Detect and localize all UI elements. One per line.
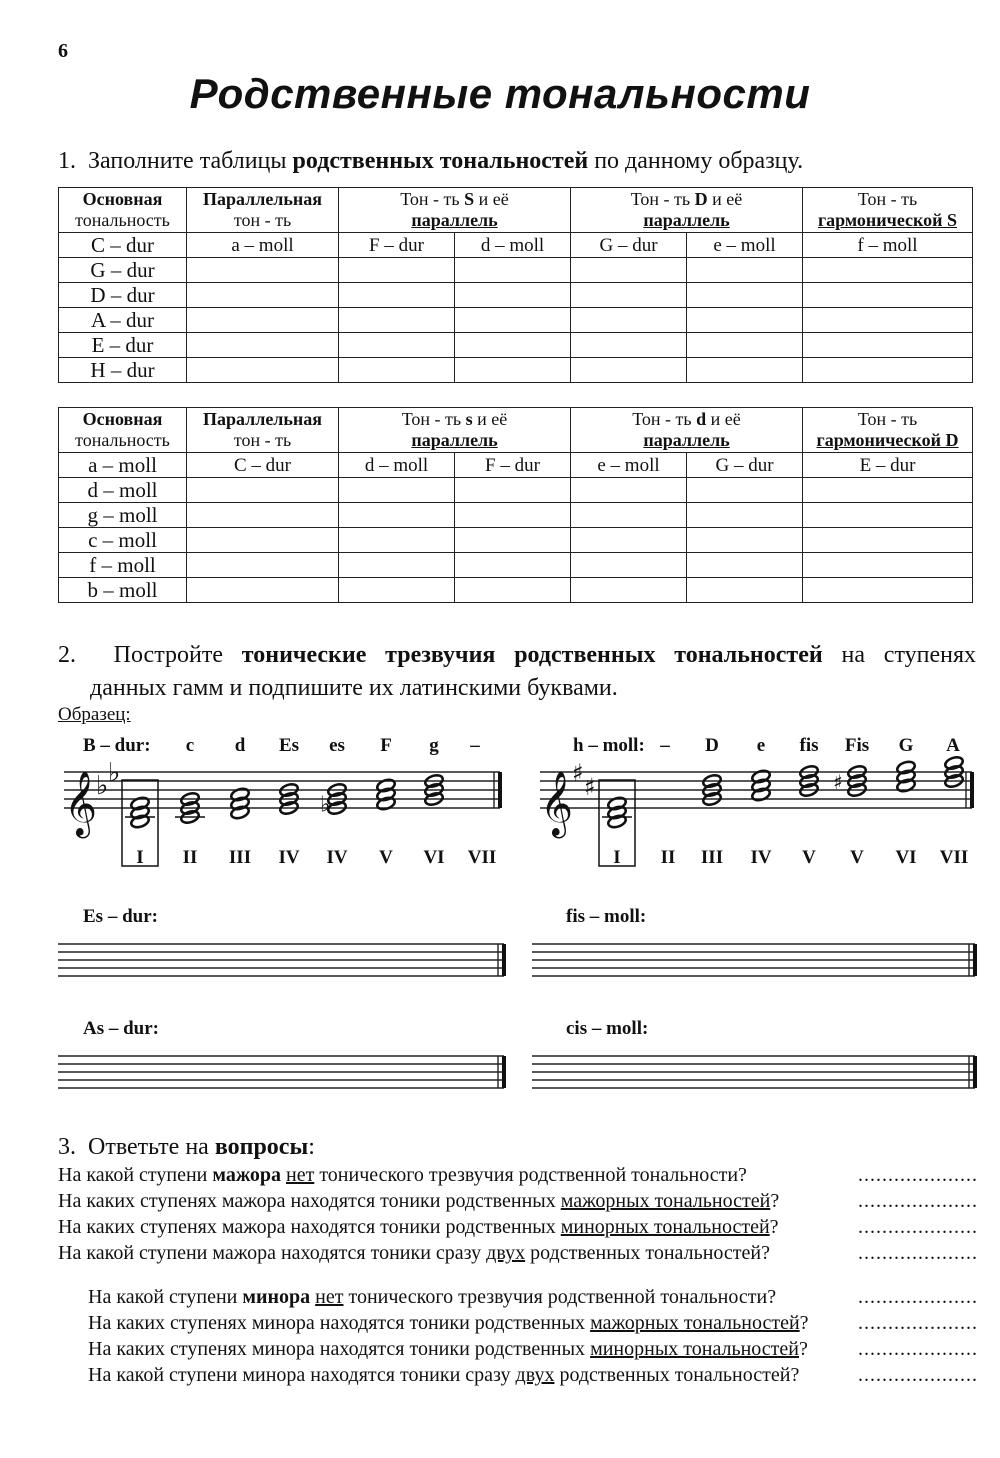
sharp-icon: ♯ [584, 773, 596, 801]
question-underlined: двух [486, 1242, 526, 1264]
page-number: 6 [58, 40, 68, 62]
key-cell: A – dur [59, 308, 187, 333]
chord-name: e [756, 735, 766, 756]
answer-cell: e – moll [687, 233, 803, 258]
key-cell: g – moll [59, 503, 187, 528]
answer-cell: d – moll [455, 233, 571, 258]
chord-name: I [613, 847, 621, 868]
key-cell: b – moll [59, 578, 187, 603]
task3-heading: 3. Ответьте на вопросы: [58, 1134, 315, 1160]
chord-name: A [946, 735, 960, 756]
answer-cell: f – moll [803, 233, 973, 258]
task2-heading: 2. Постройте тонические трезвучия родственных тональностей на ступенях [58, 642, 977, 668]
answer-cell: e – moll [571, 453, 687, 478]
key-cell: c – moll [59, 528, 187, 553]
key-cell: H – dur [59, 358, 187, 383]
question-underlined: мажорных тональностей [590, 1312, 800, 1334]
chord-name: V [802, 847, 816, 868]
chord-name: IV [326, 847, 348, 868]
question-row [88, 1362, 978, 1388]
key-cell: G – dur [59, 258, 187, 283]
questions-minor [88, 1284, 978, 1388]
question-text: На каких ступенях мажора находятся тоники родственных [58, 1216, 561, 1238]
header-parallel: Параллельная тон - ть [187, 188, 339, 233]
question-text: тонического трезвучия родственной тональности? [314, 1164, 747, 1186]
page-title: Родственные тональности [189, 70, 811, 117]
exercise-label: Es – dur: [83, 906, 158, 927]
header-main-key: Основная тональность [59, 188, 187, 233]
sample-label: Образец: [58, 704, 131, 725]
question-text: родственных тональностей? [554, 1364, 800, 1386]
chord-name: es [329, 735, 345, 756]
answer-cell: F – dur [455, 453, 571, 478]
answer-cell: F – dur [339, 233, 455, 258]
question-underlined: минорных тональностей [590, 1338, 799, 1360]
chord-name: II [660, 847, 676, 868]
header-main-key: Основная тональность [59, 408, 187, 453]
question-bold: мажора [212, 1164, 281, 1186]
key-cell: f – moll [59, 553, 187, 578]
minor-example-key: h – moll: [573, 735, 645, 756]
answer-cell: C – dur [187, 453, 339, 478]
chord-name: V [379, 847, 393, 868]
answer-blank[interactable]: .................... [858, 1338, 978, 1360]
question-row [88, 1310, 978, 1336]
question-text: На какой ступени мажора находятся тоники сразу [58, 1242, 487, 1264]
answer-blank[interactable]: .................... [858, 1190, 978, 1212]
question-bold: минора [242, 1286, 311, 1308]
question-row [58, 1240, 978, 1266]
question-row [58, 1162, 978, 1188]
answer-cell: E – dur [803, 453, 973, 478]
question-text: ? [770, 1190, 780, 1212]
chord-name: VII [467, 847, 497, 868]
chord-name: III [700, 847, 724, 868]
question-text: родственных тональностей? [525, 1242, 770, 1264]
questions-major [58, 1162, 978, 1266]
exercise-label: fis – moll: [566, 906, 647, 927]
question-underlined: мажорных тональностей [560, 1190, 771, 1212]
answer-blank[interactable]: .................... [858, 1312, 978, 1334]
header-harmonic: Тон - ть гармонической D [803, 408, 973, 453]
key-cell: a – moll [59, 453, 187, 478]
question-text: ? [769, 1216, 779, 1238]
chord-name: Fis [844, 735, 870, 756]
flat-icon: ♭ [320, 792, 331, 818]
answer-blank[interactable]: .................... [858, 1364, 978, 1386]
answer-blank[interactable]: .................... [858, 1216, 978, 1238]
question-row [58, 1188, 978, 1214]
question-row [58, 1214, 978, 1240]
answer-cell: G – dur [571, 233, 687, 258]
chord-name: IV [278, 847, 300, 868]
header-dominant: Тон - ть d и её параллель [571, 408, 803, 453]
chord-name: – [660, 735, 670, 756]
question-text: На какой ступени [88, 1286, 243, 1308]
task1-heading: 1. Заполните таблицы родственных тональностей по данному образцу. [58, 148, 804, 174]
chord-name: Es [278, 735, 300, 756]
chord-name: VII [939, 847, 969, 868]
answer-blank[interactable]: .................... [858, 1164, 978, 1186]
chord-name: fis [799, 735, 819, 756]
key-cell: C – dur [59, 233, 187, 258]
exercise-label: cis – moll: [566, 1018, 649, 1039]
question-text: На какой ступени минора находятся тоники сразу [88, 1364, 516, 1386]
chord-name: D [705, 735, 719, 756]
header-subdominant: Тон - ть S и её параллель [339, 188, 571, 233]
treble-clef-icon: 𝄞 [64, 771, 98, 836]
answer-blank[interactable]: .................... [858, 1242, 978, 1264]
chord-name: – [470, 735, 480, 756]
sharp-icon: ♯ [833, 770, 843, 794]
key-cell: E – dur [59, 333, 187, 358]
question-underlined: двух [515, 1364, 555, 1386]
chord-name: F [380, 735, 392, 756]
question-text: На каких ступенях минора находятся тоники родственных [88, 1338, 591, 1360]
answer-blank[interactable]: .................... [858, 1286, 978, 1308]
chord-name: VI [423, 847, 445, 868]
question-row [88, 1336, 978, 1362]
chord-name: VI [895, 847, 917, 868]
answer-cell: a – moll [187, 233, 339, 258]
chord-name: III [228, 847, 252, 868]
chord-name: g [429, 735, 439, 756]
chord-name: G [898, 735, 914, 756]
chord-name: II [182, 847, 198, 868]
task2-line2: данных гамм и подпишите их латинскими буквами. [90, 675, 618, 701]
major-example-key: B – dur: [83, 735, 151, 756]
question-row [88, 1284, 978, 1310]
answer-cell: G – dur [687, 453, 803, 478]
flat-icon: ♭ [108, 758, 121, 788]
answer-cell: d – moll [339, 453, 455, 478]
question-text: ? [799, 1338, 808, 1360]
question-text: На каких ступенях минора находятся тоники родственных [88, 1312, 591, 1334]
key-cell: D – dur [59, 283, 187, 308]
question-text: тонического трезвучия родственной тональности? [343, 1286, 777, 1308]
question-underlined: минорных тональностей [560, 1216, 770, 1238]
chord-name: IV [750, 847, 772, 868]
chord-name: c [185, 735, 195, 756]
exercise-label: As – dur: [83, 1018, 160, 1039]
sharp-icon: ♯ [572, 759, 584, 787]
chord-name: I [136, 847, 144, 868]
treble-clef-icon: 𝄞 [540, 771, 574, 836]
key-cell: d – moll [59, 478, 187, 503]
header-subdominant: Тон - ть s и её параллель [339, 408, 571, 453]
chord-name: d [234, 735, 246, 756]
header-dominant: Тон - ть D и её параллель [571, 188, 803, 233]
header-harmonic: Тон - ть гармонической S [803, 188, 973, 233]
question-underlined: нет [315, 1286, 344, 1308]
question-text: На какой ступени [58, 1164, 213, 1186]
chord-name: V [850, 847, 864, 868]
question-underlined: нет [285, 1164, 315, 1186]
header-parallel: Параллельная тон - ть [187, 408, 339, 453]
flat-icon: ♭ [96, 771, 109, 801]
question-text: ? [799, 1312, 809, 1334]
question-text: На каких ступенях мажора находятся тоники родственных [58, 1190, 561, 1212]
